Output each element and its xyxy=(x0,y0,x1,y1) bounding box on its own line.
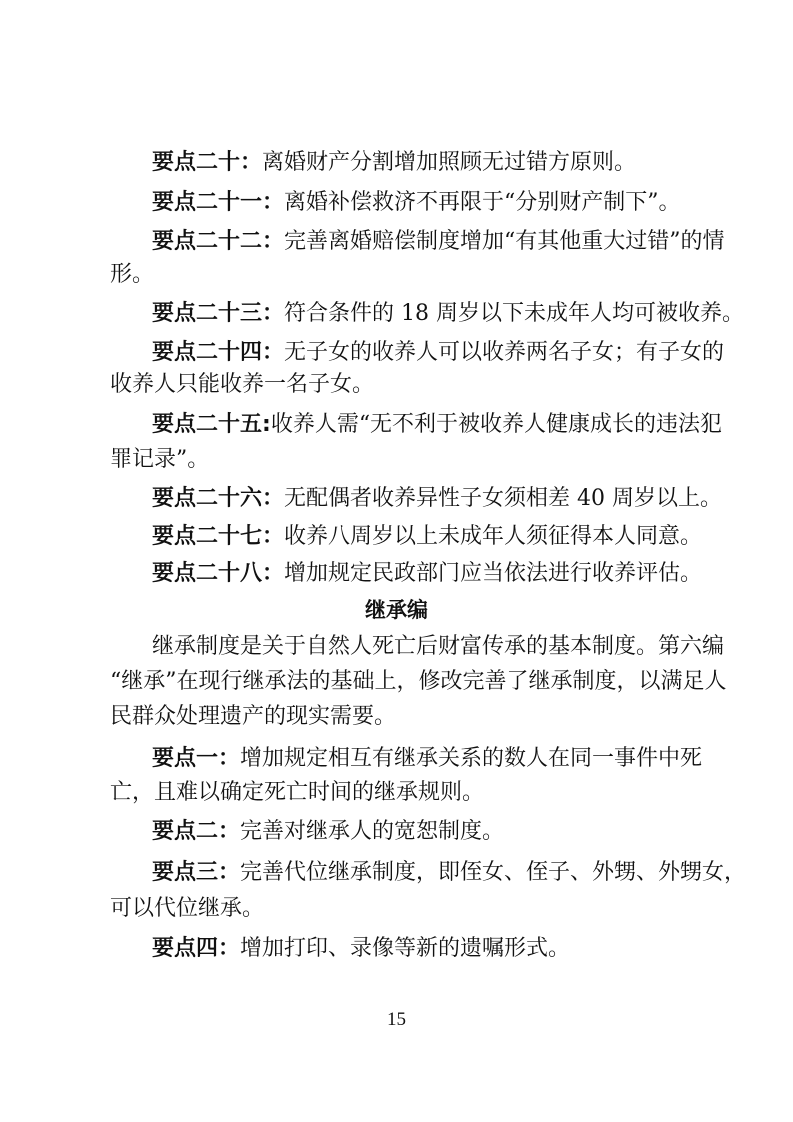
point-text: 增加规定相互有继承关系的数人在同一事件中死 xyxy=(240,746,703,771)
point-26 xyxy=(152,484,722,514)
inherit-point-4 xyxy=(152,934,570,964)
point-text: 完善代位继承制度，即侄女、侄子、外甥、外甥女， xyxy=(240,860,747,885)
point-label: 要点一： xyxy=(152,746,241,771)
point-20 xyxy=(152,148,636,178)
section-intro-line-3: 民群众处理遗产的现实需要。 xyxy=(110,704,397,729)
point-label: 要点二： xyxy=(152,819,241,844)
point-21 xyxy=(152,188,681,218)
inherit-point-1-continuation: 亡，且难以确定死亡时间的继承规则。 xyxy=(110,780,485,805)
point-24-continuation: 收养人只能收养一名子女。 xyxy=(110,372,375,397)
point-label: 要点二十一： xyxy=(152,190,285,215)
point-label: 要点二十七： xyxy=(152,524,285,549)
point-text: 离婚补偿救济不再限于“分别财产制下”。 xyxy=(284,190,681,215)
inherit-point-1 xyxy=(152,744,702,774)
point-text: 无子女的收养人可以收养两名子女；有子女的 xyxy=(284,340,725,365)
point-label: 要点二十： xyxy=(152,150,263,175)
point-label: 要点二十四： xyxy=(152,340,285,365)
section-intro-line-1: 继承制度是关于自然人死亡后财富传承的基本制度。第六编 xyxy=(152,634,725,659)
point-text: 离婚财产分割增加照顾无过错方原则。 xyxy=(262,150,637,175)
point-text: 增加打印、录像等新的遗嘱形式。 xyxy=(240,936,571,961)
point-label: 要点二十二： xyxy=(152,229,285,254)
point-label: 要点二十五: xyxy=(152,412,271,437)
inherit-point-3 xyxy=(152,858,746,888)
point-label: 要点二十三： xyxy=(152,301,285,326)
point-text: 收养人需“无不利于被收养人健康成长的违法犯 xyxy=(270,412,723,437)
point-label: 要点二十八： xyxy=(152,561,285,586)
point-text: 完善对继承人的宽恕制度。 xyxy=(240,819,505,844)
point-text: 无配偶者收养异性子女须相差 40 周岁以上。 xyxy=(284,486,722,511)
section-heading: 继承编 xyxy=(365,598,428,622)
inherit-point-3-continuation: 可以代位继承。 xyxy=(110,896,265,921)
point-25-continuation: 罪记录”。 xyxy=(110,447,210,472)
point-27 xyxy=(152,522,702,552)
point-label: 要点三： xyxy=(152,860,241,885)
point-label: 要点二十六： xyxy=(152,486,285,511)
point-23 xyxy=(152,299,744,329)
point-22 xyxy=(152,227,725,257)
point-text: 符合条件的 18 周岁以下未成年人均可被收养。 xyxy=(284,301,744,326)
point-24 xyxy=(152,338,724,368)
point-label: 要点四： xyxy=(152,936,241,961)
point-text: 增加规定民政部门应当依法进行收养评估。 xyxy=(284,561,703,586)
inherit-point-2 xyxy=(152,817,504,847)
point-text: 完善离婚赔偿制度增加“有其他重大过错”的情 xyxy=(284,229,725,254)
point-text: 收养八周岁以上未成年人须征得本人同意。 xyxy=(284,524,703,549)
section-intro-line-2: “继承”在现行继承法的基础上，修改完善了继承制度，以满足人 xyxy=(110,669,727,694)
point-22-continuation: 形。 xyxy=(110,262,155,287)
point-28 xyxy=(152,559,702,589)
page-number: 15 xyxy=(387,1009,406,1030)
point-25 xyxy=(152,410,722,440)
